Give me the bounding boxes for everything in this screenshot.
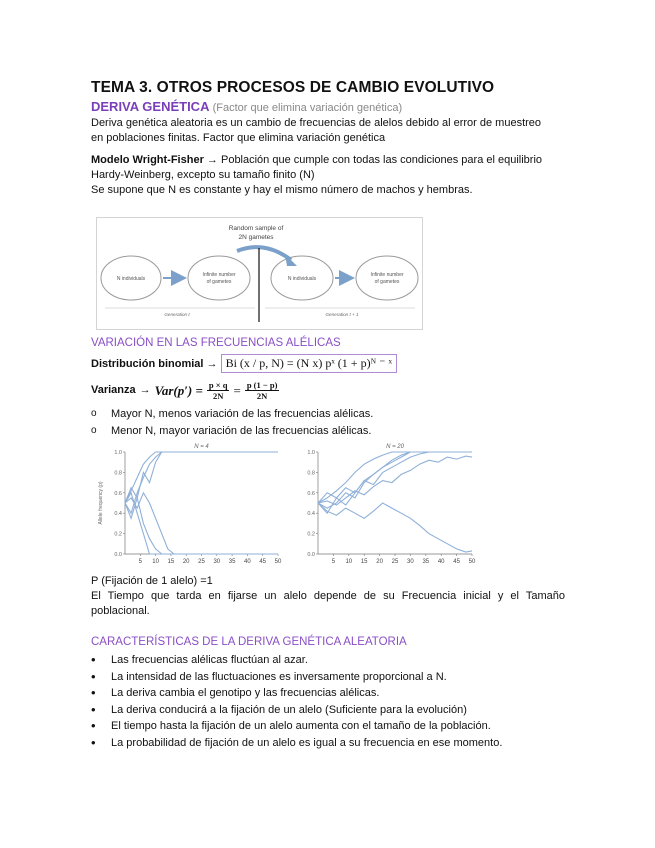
generation-t1-label: Generation t + 1 xyxy=(325,312,359,317)
x-tick-label: 20 xyxy=(182,559,190,565)
fixation-time-line1: El Tiempo que tarda en fijarse un alelo depende de su Frecuencia inicial y el Tamaño xyxy=(91,590,565,602)
variance-fraction-1 xyxy=(207,380,230,401)
deriva-paragraph xyxy=(91,116,571,146)
arrow-icon: → xyxy=(206,358,218,370)
variance-label: Varianza xyxy=(91,384,136,396)
sample-label-line1: Random sample of xyxy=(228,225,284,232)
fixation-time-line2: poblacional. xyxy=(91,605,150,617)
series-line-run6 xyxy=(318,452,472,513)
binomial-label: Distribución binomial xyxy=(91,358,204,370)
n-individuals-label-1: N individuals xyxy=(116,276,146,282)
deriva-note: (Factor que elimina variación genética) xyxy=(212,102,403,114)
variance-row xyxy=(91,380,279,401)
y-axis-label: Allele frequency (p) xyxy=(98,481,104,525)
list-item: • La probabilidad de fijación de un alelo es igual a su frecuencia en ese momento. xyxy=(91,735,561,752)
deriva-para1-line2: en poblaciones finitas. Factor que elimina variación genética xyxy=(91,132,386,144)
wright-fisher-label: Modelo Wright-Fisher xyxy=(91,154,204,166)
x-tick-label: 45 xyxy=(453,559,460,565)
binomial-row xyxy=(91,354,397,373)
variance-fraction-2 xyxy=(245,380,280,401)
section-heading-deriva xyxy=(91,99,402,114)
x-tick-label: 35 xyxy=(228,559,236,565)
list-item: • La intensidad de las fluctuaciones es inversamente proporcional a N. xyxy=(91,669,561,686)
ellipse-gametes-1 xyxy=(188,256,250,300)
x-tick-label: 20 xyxy=(376,559,383,565)
deriva-para1-line1: Deriva genética aleatoria es un cambio de frecuencias de alelos debido al error de muestreo xyxy=(91,117,542,129)
wright-fisher-diagram xyxy=(96,217,423,330)
y-tick-label: 1.0 xyxy=(307,450,315,456)
list-item: • Las frecuencias alélicas fluctúan al azar. xyxy=(91,652,561,669)
list-item: • El tiempo hasta la fijación de un alelo aumenta con el tamaño de la población. xyxy=(91,718,561,735)
x-tick-label: 5 xyxy=(331,559,336,565)
y-tick-label: 0.8 xyxy=(307,470,315,477)
x-tick-label: 45 xyxy=(259,559,267,565)
variation-bullet-list xyxy=(91,406,511,439)
series-line-run4 xyxy=(125,493,278,554)
list-item: o Menor N, mayor variación de las frecuencias alélicas. xyxy=(91,423,511,440)
chart-title: N = 20 xyxy=(386,444,404,450)
series-line-run1 xyxy=(125,452,278,503)
y-tick-label: 0.6 xyxy=(307,490,315,497)
x-tick-label: 35 xyxy=(422,559,430,565)
wright-fisher-line1 xyxy=(91,153,571,168)
y-tick-label: 0.8 xyxy=(114,470,122,477)
caracteristicas-heading: CARACTERÍSTICAS DE LA DERIVA GENÉTICA ALEATORIA xyxy=(91,636,407,648)
variance-equals: = xyxy=(233,383,241,398)
y-tick-label: 0.4 xyxy=(307,511,315,518)
x-tick-label: 10 xyxy=(152,559,159,565)
x-tick-label: 50 xyxy=(468,559,476,565)
series-line-run6 xyxy=(125,493,278,554)
y-tick-label: 1.0 xyxy=(114,450,122,456)
series-line-run5 xyxy=(125,498,278,554)
fraction-2-numerator: p (1 − p) xyxy=(246,380,278,390)
series-line-run3 xyxy=(318,452,472,503)
chart-title: N = 4 xyxy=(194,444,209,450)
generation-t-label: Generation t xyxy=(164,312,190,317)
fixation-time-paragraph xyxy=(91,589,565,619)
gametes-label-2-line2: of gametes xyxy=(374,279,400,285)
gametes-label-2-line1: Infinite number xyxy=(370,272,404,278)
list-item: • La deriva cambia el genotipo y las frecuencias alélicas. xyxy=(91,685,561,702)
series-line-run5 xyxy=(318,503,472,552)
x-tick-label: 10 xyxy=(345,559,353,565)
deriva-heading: DERIVA GENÉTICA xyxy=(91,99,209,114)
y-tick-label: 0.2 xyxy=(307,531,315,538)
wright-fisher-line2: Hardy-Weinberg, excepto su tamaño finito (N) xyxy=(91,169,315,181)
y-tick-label: 0.6 xyxy=(114,490,122,497)
y-tick-label: 0.2 xyxy=(114,531,122,538)
fraction-1-denominator: 2N xyxy=(212,391,224,401)
characteristics-bullet-list xyxy=(91,652,561,751)
chart-n20 xyxy=(300,440,480,568)
x-tick-label: 40 xyxy=(244,559,251,565)
binomial-formula: Bi (x / p, N) = (N x) pˣ (1 + p)ᴺ ⁻ ˣ xyxy=(221,354,397,373)
x-tick-label: 15 xyxy=(167,559,175,565)
chart-n4 xyxy=(95,440,285,568)
variance-lhs: Var(p′) = xyxy=(154,383,203,398)
y-tick-label: 0.0 xyxy=(114,552,122,558)
list-item: o Mayor N, menos variación de las frecuencias alélicas. xyxy=(91,406,511,423)
y-tick-label: 0.0 xyxy=(307,552,315,558)
x-tick-label: 30 xyxy=(407,559,414,565)
ellipse-gametes-2 xyxy=(356,256,418,300)
wright-fisher-paragraph xyxy=(91,153,571,198)
y-tick-label: 0.4 xyxy=(114,511,122,518)
list-item: • La deriva conducirá a la fijación de un alelo (Suficiente para la evolución) xyxy=(91,702,561,719)
arrow-icon: → xyxy=(206,154,218,166)
arrow-icon: → xyxy=(139,384,151,396)
sample-label-line2: 2N gametes xyxy=(238,234,274,241)
x-tick-label: 40 xyxy=(437,559,445,565)
wright-fisher-text: Población que cumple con todas las condiciones para el equilibrio xyxy=(220,154,543,166)
variacion-heading: VARIACIÓN EN LAS FRECUENCIAS ALÉLICAS xyxy=(91,337,341,349)
x-tick-label: 30 xyxy=(213,559,221,565)
x-tick-label: 25 xyxy=(391,559,399,565)
constant-n-line: Se supone que N es constante y hay el mismo número de machos y hembras. xyxy=(91,184,473,196)
series-line-run1 xyxy=(318,452,472,503)
fraction-2-denominator: 2N xyxy=(256,391,268,401)
fixation-probability: P (Fijación de 1 alelo) =1 xyxy=(91,575,213,587)
series-line-run2 xyxy=(125,452,278,513)
gametes-label-1-line2: of gametes xyxy=(206,279,232,285)
n-individuals-label-2: N individuals xyxy=(287,276,317,282)
x-tick-label: 5 xyxy=(138,559,142,565)
sampling-arrow xyxy=(237,247,291,260)
diagram-svg xyxy=(97,218,422,329)
x-tick-label: 25 xyxy=(198,559,205,565)
page-title: TEMA 3. OTROS PROCESOS DE CAMBIO EVOLUTIVO xyxy=(91,79,495,96)
x-tick-label: 15 xyxy=(360,559,368,565)
sampling-arrow-head xyxy=(285,254,297,266)
x-tick-label: 50 xyxy=(274,559,282,565)
gametes-label-1-line1: Infinite number xyxy=(202,272,236,278)
fraction-1-numerator: p × q xyxy=(208,380,228,390)
